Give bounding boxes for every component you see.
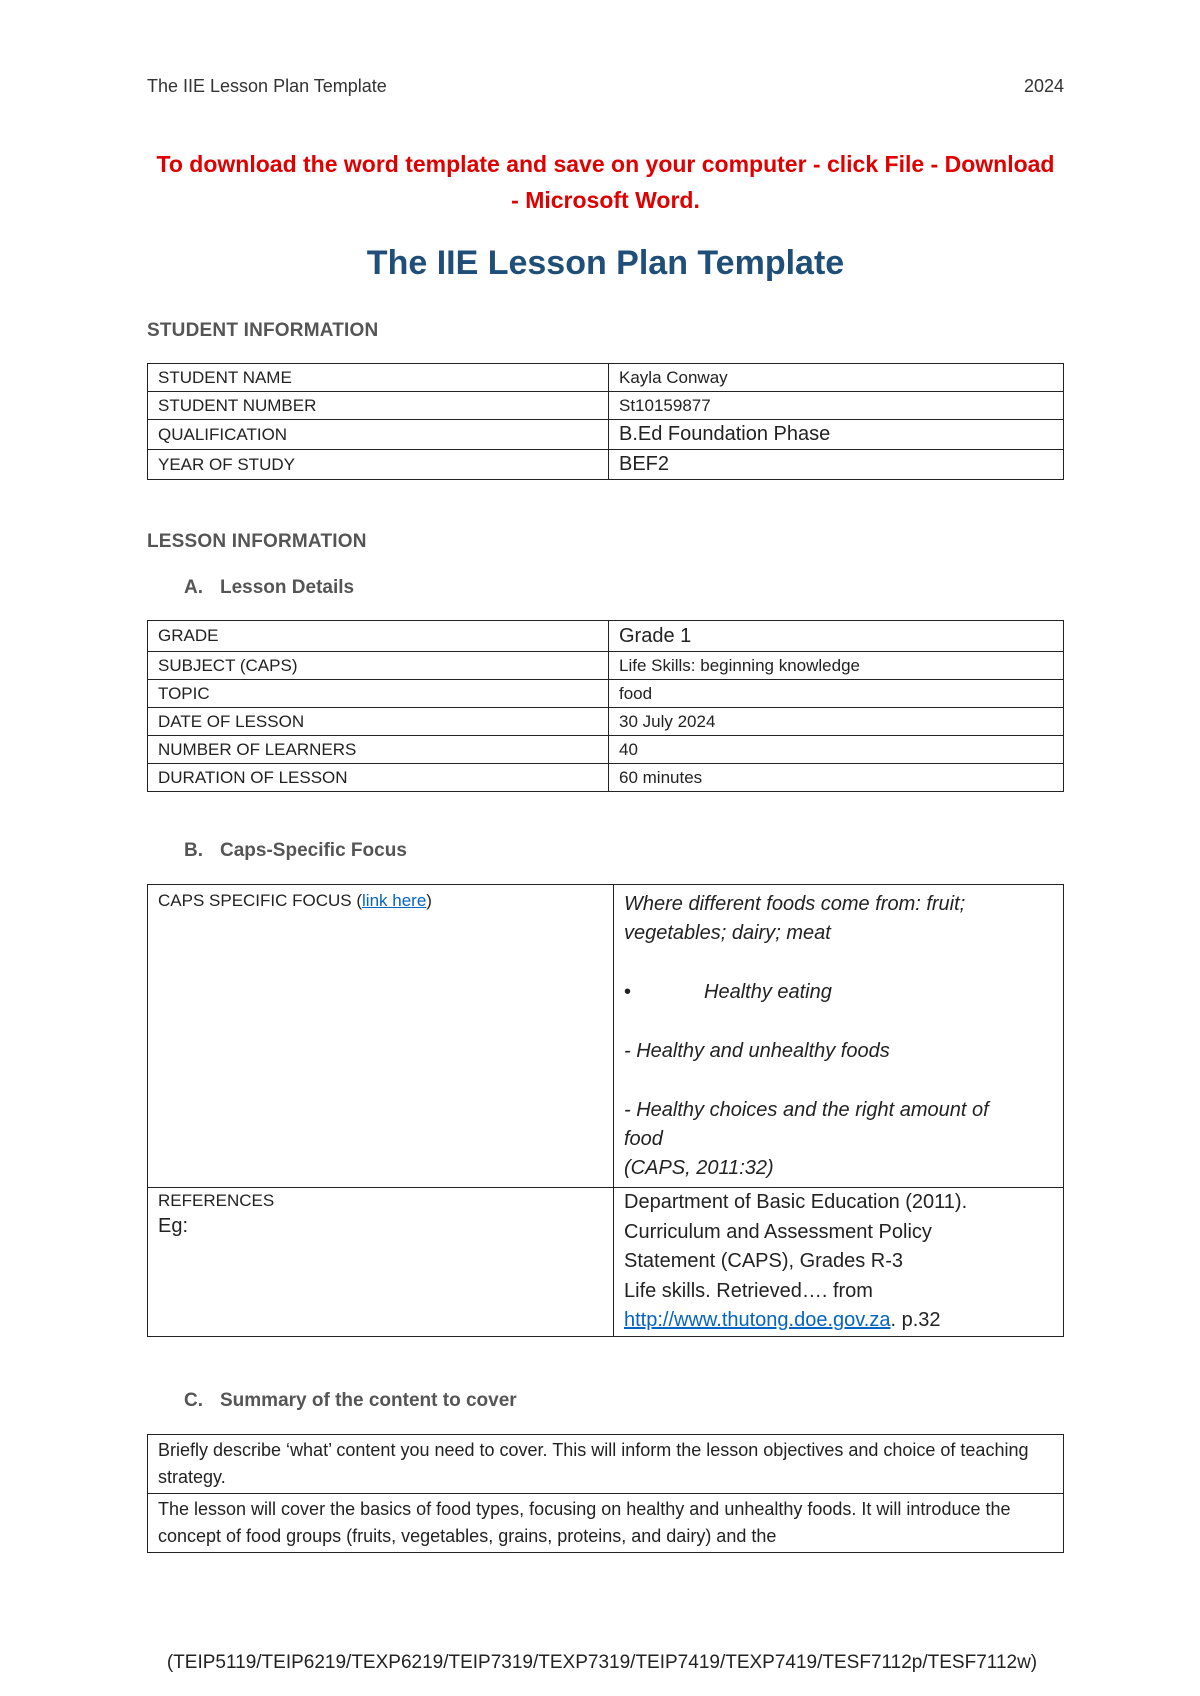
ref-line-4: Life skills. Retrieved…. from [624,1279,873,1302]
summary-prompt: Briefly describe ‘what’ content you need to cover. This will inform the lesson objectives and choice of teaching strategy. [148,1435,1064,1494]
summary-table [147,1434,1064,1553]
references-label-cell [148,1188,614,1337]
focus-line-2: vegetables; dairy; meat [624,922,831,944]
focus-item-2-line-1: - Healthy choices and the right amount of [624,1099,989,1121]
student-number-value: St10159877 [609,392,1064,420]
page-header [147,76,1064,97]
qualification-label: QUALIFICATION [148,420,609,450]
table-row [148,736,1064,764]
grade-label: GRADE [148,621,609,652]
summary-heading [184,1390,517,1412]
header-title: The IIE Lesson Plan Template [147,76,387,96]
ref-line-5 [624,1306,1053,1336]
caps-focus-label-end: ) [426,891,432,910]
student-name-value: Kayla Conway [609,364,1064,392]
duration-value: 60 minutes [609,764,1064,792]
year-of-study-value: BEF2 [609,450,1064,480]
document-title: The IIE Lesson Plan Template [366,244,845,282]
caps-focus-value-cell [614,885,1064,1188]
section-letter: B. [184,840,203,861]
learners-label: NUMBER OF LEARNERS [148,736,609,764]
table-row [148,764,1064,792]
caps-focus-heading [184,840,407,862]
header-year: 2024 [1023,76,1064,96]
focus-line-1: Where different foods come from: fruit; [624,893,966,915]
table-row [148,621,1064,652]
notice-line-2: - Microsoft Word. [511,187,700,213]
section-letter: A. [184,577,203,598]
table-row [148,1494,1064,1553]
section-title: Caps-Specific Focus [220,840,407,861]
references-value-cell [614,1188,1064,1337]
duration-label: DURATION OF LESSON [148,764,609,792]
focus-item-2-line-2: food [624,1128,663,1150]
bullet-text: Healthy eating [704,981,832,1003]
table-row [148,885,1064,1188]
topic-label: TOPIC [148,680,609,708]
caps-focus-label: CAPS SPECIFIC FOCUS ( [158,891,363,910]
summary-answer: The lesson will cover the basics of food types, focusing on healthy and unhealthy foods. It will introduce the concept of food groups (fruits, vegetables, grains, proteins, and dairy) and the [148,1494,1064,1553]
ref-url-link[interactable]: http://www.thutong.doe.gov.za [624,1309,891,1331]
date-label: DATE OF LESSON [148,708,609,736]
notice-line-1: To download the word template and save on your computer - click File - Download [156,151,1055,177]
lesson-details-heading [184,577,354,599]
student-info-heading: STUDENT INFORMATION [147,320,379,341]
student-name-label: STUDENT NAME [148,364,609,392]
learners-value: 40 [609,736,1064,764]
student-number-label: STUDENT NUMBER [148,392,609,420]
ref-line-1: Department of Basic Education (2011). [624,1191,968,1213]
table-row [148,1435,1064,1494]
download-notice [147,146,1064,218]
references-eg: Eg: [158,1215,189,1237]
section-title: Lesson Details [220,577,355,598]
focus-item-1: - Healthy and unhealthy foods [624,1040,890,1062]
lesson-info-heading: LESSON INFORMATION [147,531,367,552]
ref-line-2: Curriculum and Assessment Policy [624,1220,932,1243]
table-row [148,450,1064,480]
page-footer: (TEIP5119/TEIP6219/TEXP6219/TEIP7319/TEXP7319/TEIP7419/TEXP7419/TESF7112p/TESF7112w) [166,1652,1038,1673]
date-value: 30 July 2024 [609,708,1064,736]
caps-focus-table [147,884,1064,1337]
ref-page: . p.32 [890,1309,941,1331]
student-info-table [147,363,1064,480]
subject-label: SUBJECT (CAPS) [148,652,609,680]
references-label: REFERENCES [158,1191,275,1210]
bullet-icon: • [624,981,632,1003]
caps-citation: (CAPS, 2011:32) [624,1157,774,1179]
table-row [148,392,1064,420]
caps-focus-label-cell [148,885,614,1188]
ref-line-3: Statement (CAPS), Grades R-3 [624,1250,903,1272]
section-title: Summary of the content to cover [220,1390,517,1411]
table-row [148,420,1064,450]
table-row [148,652,1064,680]
bullet-item [624,978,1053,1007]
year-of-study-label: YEAR OF STUDY [148,450,609,480]
subject-value: Life Skills: beginning knowledge [609,652,1064,680]
section-letter: C. [184,1390,203,1411]
lesson-details-table [147,620,1064,792]
topic-value: food [609,680,1064,708]
table-row [148,364,1064,392]
grade-value: Grade 1 [609,621,1064,652]
caps-link[interactable]: link here [362,891,427,910]
table-row [148,708,1064,736]
table-row [148,1188,1064,1337]
table-row [148,680,1064,708]
qualification-value: B.Ed Foundation Phase [609,420,1064,450]
